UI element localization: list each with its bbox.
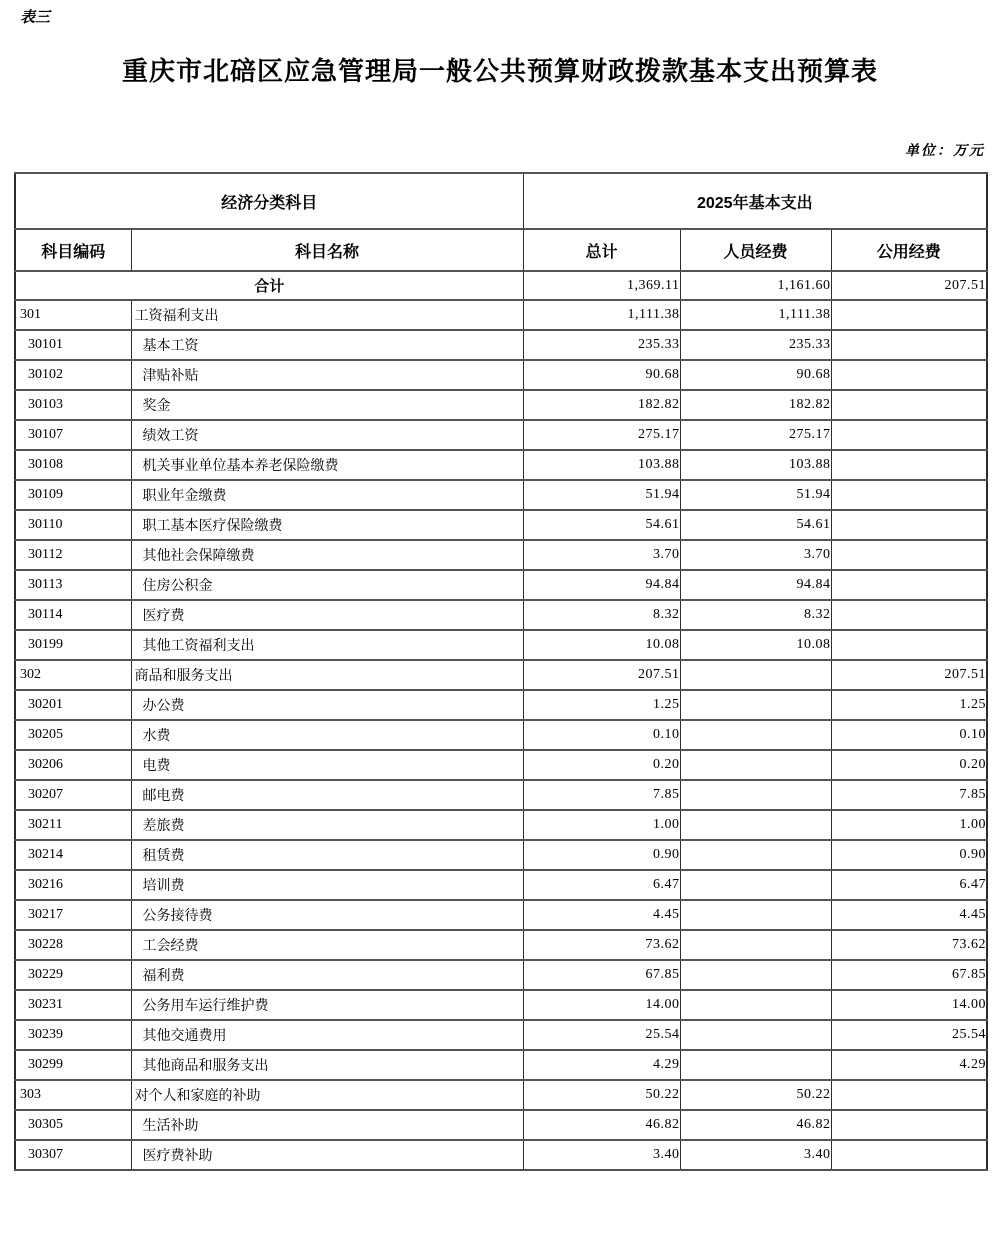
- personnel-value-cell: 10.08: [680, 630, 831, 660]
- subject-name-cell: 水费: [131, 720, 523, 750]
- subject-name-cell: 工资福利支出: [131, 300, 523, 330]
- public-value-cell: 0.90: [831, 840, 987, 870]
- table-row: [15, 1020, 987, 1050]
- total-value-cell: 90.68: [523, 360, 680, 390]
- subject-name-cell: 公务接待费: [131, 900, 523, 930]
- subject-code-cell: 30112: [15, 540, 131, 570]
- table-row: [15, 1140, 987, 1170]
- page-title: 重庆市北碚区应急管理局一般公共预算财政拨款基本支出预算表: [121, 56, 878, 86]
- table-row: [15, 690, 987, 720]
- subject-code-cell: 30107: [15, 420, 131, 450]
- total-value-cell: 25.54: [523, 1020, 680, 1050]
- table-row: [15, 960, 987, 990]
- table-row: [15, 720, 987, 750]
- table-row: [15, 600, 987, 630]
- public-value-cell: 6.47: [831, 870, 987, 900]
- total-value-cell: 207.51: [523, 660, 680, 690]
- subject-code-cell: 30229: [15, 960, 131, 990]
- public-value-cell: [831, 360, 987, 390]
- table-row: [15, 360, 987, 390]
- public-value-cell: 7.85: [831, 780, 987, 810]
- subject-code-cell: 30307: [15, 1140, 131, 1170]
- public-value-cell: [831, 540, 987, 570]
- subject-name-cell: 其他交通费用: [131, 1020, 523, 1050]
- subject-name-cell: 机关事业单位基本养老保险缴费: [131, 450, 523, 480]
- subject-code-cell: 30114: [15, 600, 131, 630]
- subject-code-cell: 303: [15, 1080, 131, 1110]
- personnel-value-cell: 1,111.38: [680, 300, 831, 330]
- subject-name-cell: 租赁费: [131, 840, 523, 870]
- public-value-cell: [831, 300, 987, 330]
- col-header-personnel-funds: 人员经费: [680, 229, 831, 271]
- subject-name-cell: 医疗费: [131, 600, 523, 630]
- personnel-value-cell: [680, 930, 831, 960]
- subject-name-cell: 培训费: [131, 870, 523, 900]
- table-row: [15, 1080, 987, 1110]
- subject-code-cell: 30109: [15, 480, 131, 510]
- public-value-cell: 1.00: [831, 810, 987, 840]
- table-row: [15, 660, 987, 690]
- table-row: [15, 870, 987, 900]
- personnel-value-cell: 50.22: [680, 1080, 831, 1110]
- table-row: [15, 1050, 987, 1080]
- personnel-value-cell: [680, 720, 831, 750]
- total-value-cell: 1.25: [523, 690, 680, 720]
- total-value-cell: 275.17: [523, 420, 680, 450]
- public-value-cell: [831, 1110, 987, 1140]
- public-value-cell: 0.20: [831, 750, 987, 780]
- personnel-value-cell: 103.88: [680, 450, 831, 480]
- subject-name-cell: 其他商品和服务支出: [131, 1050, 523, 1080]
- table-row: [15, 510, 987, 540]
- subject-name-cell: 职业年金缴费: [131, 480, 523, 510]
- subject-name-cell: 工会经费: [131, 930, 523, 960]
- subject-name-cell: 其他工资福利支出: [131, 630, 523, 660]
- subject-name-cell: 公务用车运行维护费: [131, 990, 523, 1020]
- total-value-cell: 0.10: [523, 720, 680, 750]
- grand-total-row: [15, 271, 987, 300]
- subject-code-cell: 30239: [15, 1020, 131, 1050]
- personnel-value-cell: [680, 690, 831, 720]
- public-value-cell: [831, 420, 987, 450]
- public-value-cell: [831, 390, 987, 420]
- table-row: [15, 780, 987, 810]
- subject-code-cell: 30101: [15, 330, 131, 360]
- total-value-cell: 73.62: [523, 930, 680, 960]
- public-value-cell: 25.54: [831, 1020, 987, 1050]
- col-header-total: 总计: [523, 229, 680, 271]
- total-value-cell: 67.85: [523, 960, 680, 990]
- personnel-value-cell: 54.61: [680, 510, 831, 540]
- header-columns-row: [15, 229, 987, 271]
- subject-name-cell: 电费: [131, 750, 523, 780]
- unit-note: 单位：万元: [905, 143, 985, 159]
- total-value-cell: 4.29: [523, 1050, 680, 1080]
- subject-name-cell: 奖金: [131, 390, 523, 420]
- subject-name-cell: 其他社会保障缴费: [131, 540, 523, 570]
- public-value-cell: 4.29: [831, 1050, 987, 1080]
- subject-name-cell: 津贴补贴: [131, 360, 523, 390]
- personnel-value-cell: 8.32: [680, 600, 831, 630]
- subject-code-cell: 30113: [15, 570, 131, 600]
- subject-code-cell: 30217: [15, 900, 131, 930]
- table-row: [15, 900, 987, 930]
- public-value-cell: 67.85: [831, 960, 987, 990]
- personnel-value-cell: 90.68: [680, 360, 831, 390]
- total-value-cell: 8.32: [523, 600, 680, 630]
- header-group-row: [15, 173, 987, 229]
- total-value-cell: 182.82: [523, 390, 680, 420]
- table-row: [15, 1110, 987, 1140]
- subject-code-cell: 30299: [15, 1050, 131, 1080]
- subject-code-cell: 30216: [15, 870, 131, 900]
- subject-code-cell: 30199: [15, 630, 131, 660]
- subject-name-cell: 办公费: [131, 690, 523, 720]
- grand-total-label: 合计: [15, 271, 523, 300]
- budget-table: [14, 172, 988, 1171]
- subject-code-cell: 30103: [15, 390, 131, 420]
- personnel-value-cell: [680, 990, 831, 1020]
- subject-name-cell: 邮电费: [131, 780, 523, 810]
- public-value-cell: [831, 330, 987, 360]
- personnel-value-cell: [680, 810, 831, 840]
- public-value-cell: 0.10: [831, 720, 987, 750]
- public-value-cell: [831, 510, 987, 540]
- table-row: [15, 390, 987, 420]
- public-value-cell: [831, 480, 987, 510]
- col-header-subject-code: 科目编码: [15, 229, 131, 271]
- col-header-subject-name: 科目名称: [131, 229, 523, 271]
- total-value-cell: 46.82: [523, 1110, 680, 1140]
- subject-name-cell: 生活补助: [131, 1110, 523, 1140]
- public-value-cell: [831, 1140, 987, 1170]
- public-value-cell: [831, 450, 987, 480]
- public-value-cell: [831, 570, 987, 600]
- personnel-value-cell: [680, 960, 831, 990]
- total-value-cell: 3.70: [523, 540, 680, 570]
- subject-code-cell: 30110: [15, 510, 131, 540]
- table-row: [15, 930, 987, 960]
- subject-name-cell: 对个人和家庭的补助: [131, 1080, 523, 1110]
- subject-code-cell: 30211: [15, 810, 131, 840]
- total-value-cell: 0.20: [523, 750, 680, 780]
- subject-code-cell: 30201: [15, 690, 131, 720]
- table-row: [15, 540, 987, 570]
- subject-name-cell: 医疗费补助: [131, 1140, 523, 1170]
- total-value-cell: 7.85: [523, 780, 680, 810]
- table-row: [15, 420, 987, 450]
- public-value-cell: [831, 1080, 987, 1110]
- personnel-value-cell: 46.82: [680, 1110, 831, 1140]
- total-value-cell: 4.45: [523, 900, 680, 930]
- table-row: [15, 630, 987, 660]
- public-value-cell: 4.45: [831, 900, 987, 930]
- subject-code-cell: 30207: [15, 780, 131, 810]
- subject-name-cell: 基本工资: [131, 330, 523, 360]
- total-value-cell: 3.40: [523, 1140, 680, 1170]
- total-value-cell: 54.61: [523, 510, 680, 540]
- personnel-value-cell: 94.84: [680, 570, 831, 600]
- subject-code-cell: 30305: [15, 1110, 131, 1140]
- personnel-value-cell: 51.94: [680, 480, 831, 510]
- table-row: [15, 840, 987, 870]
- grand-total-public: 207.51: [831, 271, 987, 300]
- subject-name-cell: 商品和服务支出: [131, 660, 523, 690]
- subject-code-cell: 301: [15, 300, 131, 330]
- subject-code-cell: 30228: [15, 930, 131, 960]
- subject-code-cell: 30205: [15, 720, 131, 750]
- personnel-value-cell: [680, 900, 831, 930]
- table-row: [15, 990, 987, 1020]
- personnel-value-cell: 3.70: [680, 540, 831, 570]
- subject-name-cell: 职工基本医疗保险缴费: [131, 510, 523, 540]
- public-value-cell: 14.00: [831, 990, 987, 1020]
- table-row: [15, 480, 987, 510]
- public-value-cell: 73.62: [831, 930, 987, 960]
- subject-code-cell: 30102: [15, 360, 131, 390]
- col-header-public-funds: 公用经费: [831, 229, 987, 271]
- table-row: [15, 570, 987, 600]
- subject-name-cell: 住房公积金: [131, 570, 523, 600]
- subject-code-cell: 30108: [15, 450, 131, 480]
- public-value-cell: [831, 600, 987, 630]
- table-row: [15, 300, 987, 330]
- subject-code-cell: 30214: [15, 840, 131, 870]
- grand-total-personnel: 1,161.60: [680, 271, 831, 300]
- header-2025-basic-expenditure: 2025年基本支出: [523, 173, 987, 229]
- total-value-cell: 14.00: [523, 990, 680, 1020]
- personnel-value-cell: [680, 660, 831, 690]
- subject-name-cell: 福利费: [131, 960, 523, 990]
- personnel-value-cell: [680, 870, 831, 900]
- table-number-label: 表三: [20, 8, 51, 26]
- total-value-cell: 103.88: [523, 450, 680, 480]
- subject-code-cell: 30231: [15, 990, 131, 1020]
- total-value-cell: 6.47: [523, 870, 680, 900]
- personnel-value-cell: [680, 750, 831, 780]
- total-value-cell: 1,111.38: [523, 300, 680, 330]
- personnel-value-cell: [680, 1050, 831, 1080]
- personnel-value-cell: 235.33: [680, 330, 831, 360]
- table-row: [15, 810, 987, 840]
- public-value-cell: 1.25: [831, 690, 987, 720]
- total-value-cell: 235.33: [523, 330, 680, 360]
- personnel-value-cell: [680, 1020, 831, 1050]
- subject-name-cell: 差旅费: [131, 810, 523, 840]
- public-value-cell: 207.51: [831, 660, 987, 690]
- personnel-value-cell: [680, 780, 831, 810]
- personnel-value-cell: 3.40: [680, 1140, 831, 1170]
- total-value-cell: 0.90: [523, 840, 680, 870]
- total-value-cell: 94.84: [523, 570, 680, 600]
- subject-code-cell: 302: [15, 660, 131, 690]
- personnel-value-cell: 182.82: [680, 390, 831, 420]
- total-value-cell: 1.00: [523, 810, 680, 840]
- public-value-cell: [831, 630, 987, 660]
- personnel-value-cell: [680, 840, 831, 870]
- subject-code-cell: 30206: [15, 750, 131, 780]
- header-economic-classification: 经济分类科目: [15, 173, 523, 229]
- personnel-value-cell: 275.17: [680, 420, 831, 450]
- total-value-cell: 51.94: [523, 480, 680, 510]
- table-row: [15, 450, 987, 480]
- subject-name-cell: 绩效工资: [131, 420, 523, 450]
- total-value-cell: 50.22: [523, 1080, 680, 1110]
- table-row: [15, 750, 987, 780]
- total-value-cell: 10.08: [523, 630, 680, 660]
- table-row: [15, 330, 987, 360]
- grand-total-sum: 1,369.11: [523, 271, 680, 300]
